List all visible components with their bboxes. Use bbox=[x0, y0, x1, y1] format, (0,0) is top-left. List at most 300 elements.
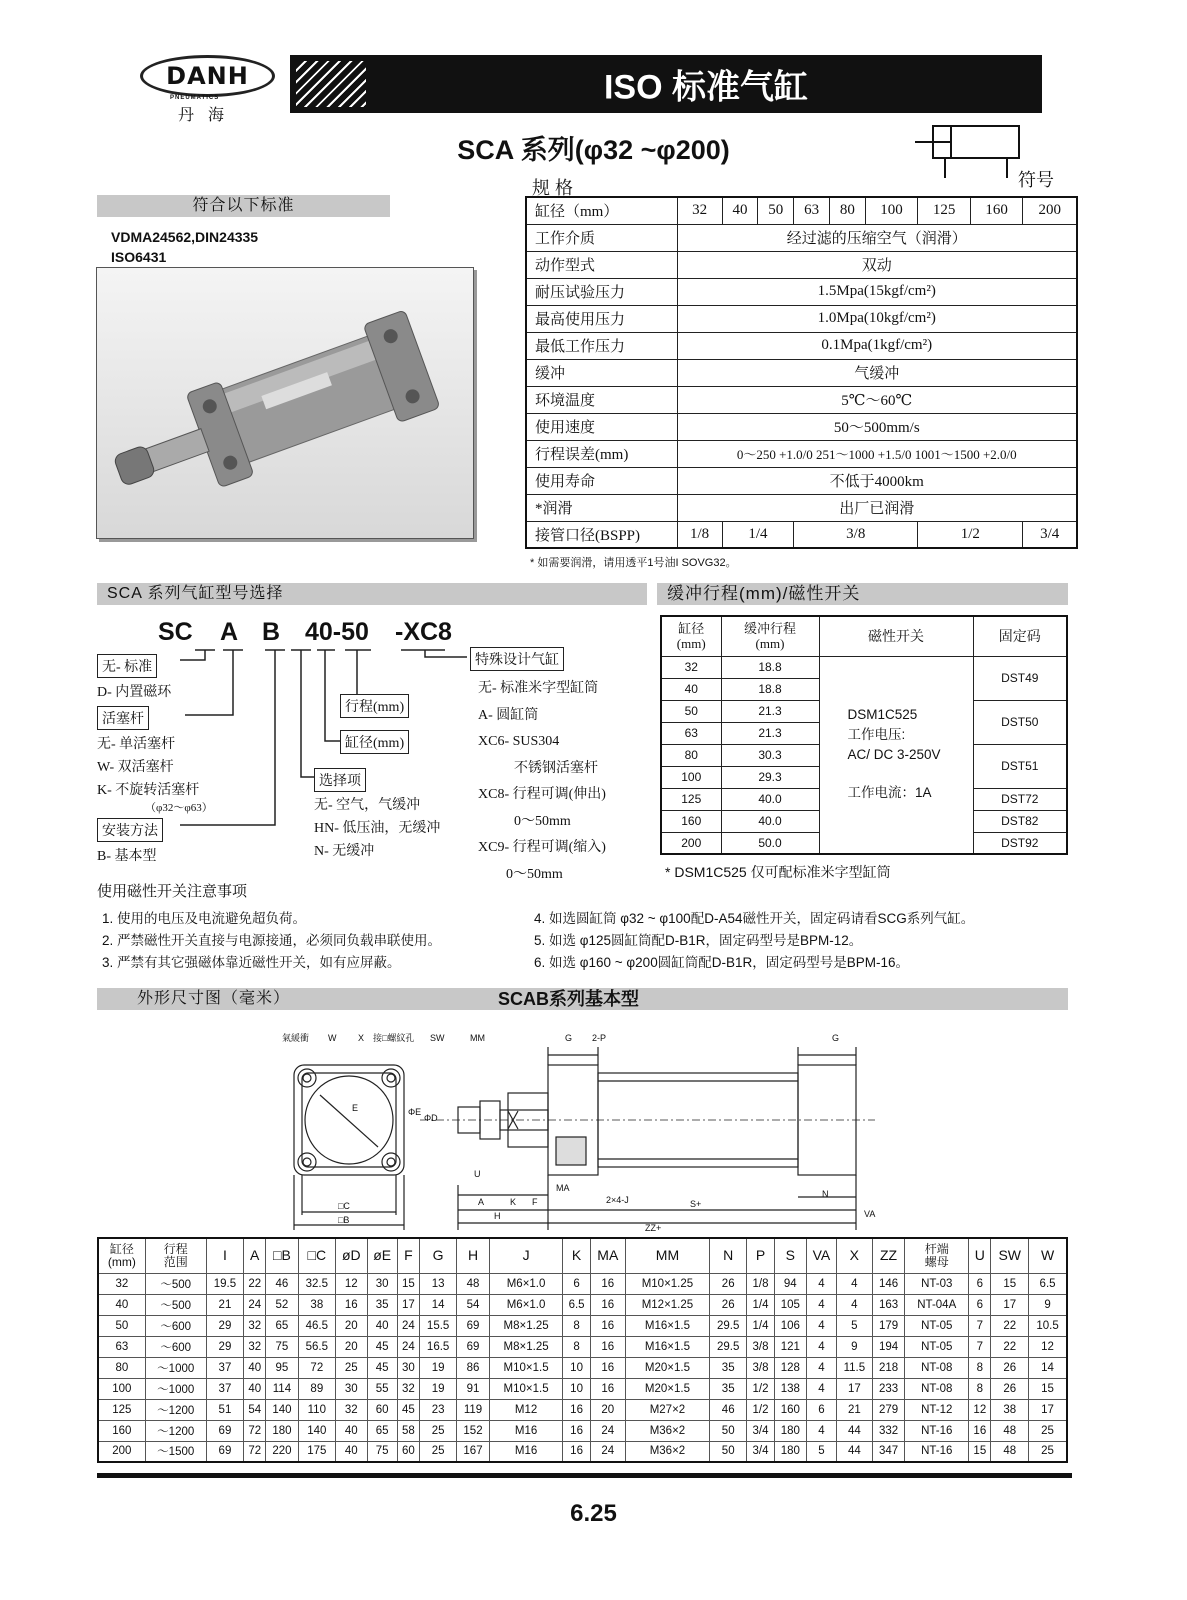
cushion-cell: 18.8 bbox=[721, 678, 819, 700]
dimension-cell: 26 bbox=[991, 1357, 1029, 1378]
dimension-cell: 160 bbox=[98, 1420, 145, 1441]
dimension-cell: 26 bbox=[991, 1378, 1029, 1399]
model-mount-group bbox=[97, 818, 163, 865]
dimension-cell: 8 bbox=[969, 1357, 991, 1378]
brand-logo-cn: 丹海 bbox=[178, 107, 239, 124]
drawing-label: 氣緩衝 bbox=[282, 1033, 310, 1043]
dimension-cell: 69 bbox=[206, 1420, 243, 1441]
switch-notes-left bbox=[102, 908, 441, 974]
model-special-line: 0～50mm bbox=[506, 866, 563, 882]
model-code-sc: SC bbox=[158, 618, 193, 646]
dimension-cell: 30 bbox=[397, 1357, 419, 1378]
dimension-cell: 16 bbox=[590, 1294, 625, 1315]
dimension-cell: 69 bbox=[457, 1315, 489, 1336]
dimension-cell: NT-08 bbox=[905, 1378, 969, 1399]
dimension-col-header: W bbox=[1029, 1238, 1067, 1273]
spec-row bbox=[526, 251, 1077, 278]
dimension-cell: 40 bbox=[336, 1441, 368, 1462]
dimension-cell: M12×1.25 bbox=[625, 1294, 709, 1315]
switch-note: 5. 如选 φ125圆缸筒配D-B1R，固定码型号是BPM-12。 bbox=[534, 933, 863, 948]
cushion-cell: 63 bbox=[661, 722, 721, 744]
model-option-line: 无- 空气，气缓冲 bbox=[314, 798, 421, 813]
switch-notes-right bbox=[534, 908, 974, 974]
dimension-cell: 23 bbox=[419, 1399, 456, 1420]
dimension-cell: 65 bbox=[266, 1315, 298, 1336]
spec-bore-label: 缸径（mm） bbox=[526, 197, 677, 224]
model-mount-line: B- 基本型 bbox=[97, 849, 157, 864]
cushion-cell: 160 bbox=[661, 810, 721, 832]
dimension-cell: 10.5 bbox=[1029, 1315, 1067, 1336]
dimension-cell: 30 bbox=[367, 1273, 397, 1294]
spec-label: 耐压试验压力 bbox=[526, 278, 677, 305]
dimension-cell: 5 bbox=[836, 1315, 872, 1336]
dimension-cell: 11.5 bbox=[836, 1357, 872, 1378]
model-code-bore-stroke: 40-50 bbox=[305, 618, 369, 646]
dimension-cell: 9 bbox=[1029, 1294, 1067, 1315]
cushion-col-header: 固定码 bbox=[973, 616, 1067, 656]
drawing-label: MM bbox=[470, 1033, 485, 1043]
spec-row bbox=[526, 359, 1077, 386]
spec-bore: 200 bbox=[1023, 197, 1077, 224]
dimension-col-header: øE bbox=[367, 1238, 397, 1273]
switch-notes-heading: 使用磁性开关注意事项 bbox=[97, 883, 248, 900]
drawing-label: □C bbox=[338, 1201, 350, 1211]
switch-line: 工作电压: bbox=[847, 726, 906, 742]
spec-bore: 80 bbox=[829, 197, 865, 224]
dimension-col-header: K bbox=[563, 1238, 590, 1273]
dimension-cell: 16 bbox=[590, 1315, 625, 1336]
dimension-cell: 218 bbox=[872, 1357, 904, 1378]
dimension-cell: 194 bbox=[872, 1336, 904, 1357]
cushion-cell: 29.3 bbox=[721, 766, 819, 788]
dimension-cell: 22 bbox=[991, 1336, 1029, 1357]
dimension-cell: 179 bbox=[872, 1315, 904, 1336]
dimension-cell: M16 bbox=[489, 1420, 563, 1441]
dimension-cell: 60 bbox=[397, 1441, 419, 1462]
dimension-cell: M8×1.25 bbox=[489, 1315, 563, 1336]
dimension-col-header: 行程 范围 bbox=[145, 1238, 206, 1273]
dimension-cell: ～1000 bbox=[145, 1357, 206, 1378]
spec-row bbox=[526, 224, 1077, 251]
dimension-cell: M36×2 bbox=[625, 1441, 709, 1462]
dimension-cell: 16 bbox=[969, 1420, 991, 1441]
dimension-cell: 1/4 bbox=[747, 1294, 774, 1315]
spec-label: 环境温度 bbox=[526, 386, 677, 413]
dimension-cell: ～500 bbox=[145, 1294, 206, 1315]
dimension-cell: 44 bbox=[836, 1441, 872, 1462]
dimension-cell: 19 bbox=[419, 1357, 456, 1378]
spec-label: 行程误差(mm) bbox=[526, 440, 677, 467]
dimension-cell: 6 bbox=[563, 1273, 590, 1294]
switch-line: AC/ DC 3-250V bbox=[847, 746, 941, 762]
dimension-cell: M12 bbox=[489, 1399, 563, 1420]
spec-value: 经过滤的压缩空气（润滑） bbox=[677, 224, 1077, 251]
dimension-cell: 46.5 bbox=[298, 1315, 335, 1336]
dimension-cell: 16 bbox=[590, 1336, 625, 1357]
dimension-cell: M6×1.0 bbox=[489, 1294, 563, 1315]
switch-line bbox=[848, 765, 973, 783]
dimension-cell: 15 bbox=[969, 1441, 991, 1462]
cushion-switch-cell bbox=[819, 656, 973, 854]
switch-note: 4. 如选圆缸筒 φ32 ~ φ100配D-A54磁性开关，固定码请看SCG系列气缸。 bbox=[534, 911, 975, 926]
drawing-label: N bbox=[822, 1189, 829, 1199]
dimension-cell: NT-12 bbox=[905, 1399, 969, 1420]
drawing-label: ΦD bbox=[424, 1113, 438, 1123]
dimension-cell: NT-04A bbox=[905, 1294, 969, 1315]
model-stroke-group bbox=[340, 694, 409, 718]
dimension-col-header: 缸径 (mm) bbox=[98, 1238, 145, 1273]
spec-port: 1/8 bbox=[677, 521, 722, 548]
spec-value: 出厂已润滑 bbox=[677, 494, 1077, 521]
dimension-cell: 8 bbox=[563, 1315, 590, 1336]
dimension-cell: 24 bbox=[397, 1336, 419, 1357]
dimension-col-header: VA bbox=[806, 1238, 836, 1273]
dimension-cell: ～1500 bbox=[145, 1441, 206, 1462]
drawing-label: MA bbox=[556, 1183, 570, 1193]
dimension-cell: 175 bbox=[298, 1441, 335, 1462]
dimension-cell: 3/4 bbox=[747, 1420, 774, 1441]
spec-label: *润滑 bbox=[526, 494, 677, 521]
dimension-cell: 40 bbox=[98, 1294, 145, 1315]
spec-value: 0～250 +1.0/0 251～1000 +1.5/0 1001～1500 +2.0/0 bbox=[677, 440, 1077, 467]
model-sensor-box: 无- 标准 bbox=[97, 654, 157, 678]
dimension-cell: 32 bbox=[397, 1378, 419, 1399]
spec-value: 50～500mm/s bbox=[677, 413, 1077, 440]
dimension-cell: 20 bbox=[590, 1399, 625, 1420]
dimension-cell: 72 bbox=[244, 1420, 266, 1441]
spec-value: 0.1Mpa(1kgf/cm²) bbox=[677, 332, 1077, 359]
cylinder-symbol-icon bbox=[915, 122, 1025, 182]
spec-label: 使用寿命 bbox=[526, 467, 677, 494]
dimension-cell: NT-16 bbox=[905, 1420, 969, 1441]
dimension-col-header: G bbox=[419, 1238, 456, 1273]
dimension-cell: 146 bbox=[872, 1273, 904, 1294]
dimension-cell: 69 bbox=[206, 1441, 243, 1462]
cushion-cell: 18.8 bbox=[721, 656, 819, 678]
cushion-code: DST51 bbox=[973, 744, 1067, 788]
dimension-col-header: H bbox=[457, 1238, 489, 1273]
model-special-group bbox=[470, 647, 564, 671]
dimension-cell: NT-05 bbox=[905, 1336, 969, 1357]
dimension-cell: 152 bbox=[457, 1420, 489, 1441]
model-code-special: -XC8 bbox=[395, 618, 452, 646]
dimension-cell: 46 bbox=[709, 1399, 746, 1420]
dimension-cell: 51 bbox=[206, 1399, 243, 1420]
spec-bore: 50 bbox=[758, 197, 794, 224]
spec-bore: 63 bbox=[794, 197, 830, 224]
model-mount-box: 安装方法 bbox=[97, 818, 163, 842]
dimension-cell: 29.5 bbox=[709, 1315, 746, 1336]
dimension-cell: ～1200 bbox=[145, 1399, 206, 1420]
dimension-cell: 4 bbox=[836, 1273, 872, 1294]
dimension-cell: M16×1.5 bbox=[625, 1315, 709, 1336]
drawing-label: 2-P bbox=[592, 1033, 607, 1043]
model-stroke-box: 行程(mm) bbox=[340, 694, 409, 718]
dimension-cell: 24 bbox=[590, 1441, 625, 1462]
dimension-cell: 140 bbox=[298, 1420, 335, 1441]
model-rod-line: K- 不旋转活塞杆 bbox=[97, 783, 200, 798]
dimension-cell: 21 bbox=[836, 1399, 872, 1420]
dimension-cell: 7 bbox=[969, 1315, 991, 1336]
dimension-cell: 1/8 bbox=[747, 1273, 774, 1294]
dimension-cell: 60 bbox=[367, 1399, 397, 1420]
dimension-cell: 29.5 bbox=[709, 1336, 746, 1357]
spec-label: 缓冲 bbox=[526, 359, 677, 386]
cushion-cell: 40.0 bbox=[721, 788, 819, 810]
dimension-cell: 65 bbox=[367, 1420, 397, 1441]
dimension-cell: 4 bbox=[806, 1294, 836, 1315]
dimension-cell: 9 bbox=[836, 1336, 872, 1357]
drawing-label: W bbox=[328, 1033, 337, 1043]
model-special-line: XC6- SUS304 bbox=[478, 734, 560, 749]
brand-logo: DANH bbox=[140, 55, 275, 97]
switch-note: 1. 使用的电压及电流避免超负荷。 bbox=[102, 911, 307, 926]
dimension-cell: M20×1.5 bbox=[625, 1357, 709, 1378]
dimension-cell: ～500 bbox=[145, 1273, 206, 1294]
dimension-cell: 6 bbox=[969, 1294, 991, 1315]
dimension-cell: 16 bbox=[563, 1420, 590, 1441]
dimension-cell: 200 bbox=[98, 1441, 145, 1462]
dimension-cell: NT-03 bbox=[905, 1273, 969, 1294]
title-bar bbox=[290, 55, 1042, 113]
dimension-cell: M8×1.25 bbox=[489, 1336, 563, 1357]
dimension-cell: 72 bbox=[298, 1357, 335, 1378]
dimension-col-header: F bbox=[397, 1238, 419, 1273]
drawing-label: SW bbox=[430, 1033, 445, 1043]
spec-table bbox=[525, 196, 1078, 549]
dimension-cell: 15 bbox=[397, 1273, 419, 1294]
spec-row bbox=[526, 413, 1077, 440]
dimension-cell: 163 bbox=[872, 1294, 904, 1315]
dimension-cell: ～600 bbox=[145, 1336, 206, 1357]
dimension-cell: 20 bbox=[336, 1336, 368, 1357]
drawing-label: VA bbox=[864, 1209, 876, 1219]
dimension-cell: 233 bbox=[872, 1378, 904, 1399]
model-special-line: 0～50mm bbox=[514, 813, 571, 829]
table-row bbox=[98, 1273, 1067, 1294]
dimension-cell: 25 bbox=[419, 1420, 456, 1441]
model-special-line: 无- 标准米字型缸筒 bbox=[478, 681, 599, 696]
dimension-col-header: ZZ bbox=[872, 1238, 904, 1273]
spec-row bbox=[526, 494, 1077, 521]
dimension-cell: 21 bbox=[206, 1294, 243, 1315]
dimension-cell: 38 bbox=[298, 1294, 335, 1315]
dimension-col-header: A bbox=[244, 1238, 266, 1273]
model-rod-line: 无- 单活塞杆 bbox=[97, 737, 176, 752]
dimension-cell: 3/8 bbox=[747, 1357, 774, 1378]
dimension-cell: 6.5 bbox=[563, 1294, 590, 1315]
page-title: ISO 标准气缸 bbox=[603, 68, 809, 107]
product-photo bbox=[96, 267, 474, 539]
table-row bbox=[98, 1294, 1067, 1315]
dimension-cell: 4 bbox=[806, 1273, 836, 1294]
dimension-cell: 75 bbox=[266, 1336, 298, 1357]
cushion-cell: 200 bbox=[661, 832, 721, 854]
drawing-label: K bbox=[510, 1197, 517, 1207]
dimension-cell: 16 bbox=[590, 1273, 625, 1294]
cushion-col-header: 缸径 (mm) bbox=[661, 616, 721, 656]
cushion-note: * DSM1C525 仅可配标准米字型缸筒 bbox=[665, 864, 891, 880]
dimension-cell: 40 bbox=[244, 1357, 266, 1378]
dimension-cell: 32.5 bbox=[298, 1273, 335, 1294]
dimension-cell: 48 bbox=[991, 1420, 1029, 1441]
cushion-code: DST82 bbox=[973, 810, 1067, 832]
standards-line1: VDMA24562,DIN24335 bbox=[111, 229, 259, 245]
dimension-cell: 25 bbox=[1029, 1420, 1067, 1441]
dimension-cell: 14 bbox=[1029, 1357, 1067, 1378]
dimension-cell: 20 bbox=[336, 1315, 368, 1336]
dimension-cell: 17 bbox=[836, 1378, 872, 1399]
cushion-header-row bbox=[661, 616, 1067, 656]
dimension-col-header: MM bbox=[625, 1238, 709, 1273]
model-code-a: A bbox=[220, 618, 239, 646]
drawing-label: 2×4-J bbox=[606, 1195, 629, 1205]
cushion-code: DST72 bbox=[973, 788, 1067, 810]
dimension-cell: M10×1.5 bbox=[489, 1357, 563, 1378]
dimension-col-header: □C bbox=[298, 1238, 335, 1273]
dimension-cell: 50 bbox=[709, 1420, 746, 1441]
spec-bore: 125 bbox=[918, 197, 971, 224]
dimension-cell: 128 bbox=[774, 1357, 806, 1378]
dimension-cell: 5 bbox=[806, 1441, 836, 1462]
model-bore-box: 缸径(mm) bbox=[340, 730, 409, 754]
model-sensor-text: D- 内置磁环 bbox=[97, 685, 172, 700]
dimension-cell: 12 bbox=[336, 1273, 368, 1294]
dimension-cell: ～1200 bbox=[145, 1420, 206, 1441]
drawing-label: 接□螺紋孔 bbox=[373, 1033, 415, 1043]
spec-label: 使用速度 bbox=[526, 413, 677, 440]
dimension-cell: 12 bbox=[1029, 1336, 1067, 1357]
spec-label: 工作介质 bbox=[526, 224, 677, 251]
dimension-cell: 3/8 bbox=[747, 1336, 774, 1357]
dimension-cell: 37 bbox=[206, 1378, 243, 1399]
dimension-cell: 26 bbox=[709, 1273, 746, 1294]
table-row bbox=[98, 1315, 1067, 1336]
spec-value: 5℃～60℃ bbox=[677, 386, 1077, 413]
dimension-cell: 16 bbox=[563, 1441, 590, 1462]
dimension-cell: 48 bbox=[991, 1441, 1029, 1462]
dimension-cell: 180 bbox=[774, 1441, 806, 1462]
dimension-col-header: MA bbox=[590, 1238, 625, 1273]
dimension-cell: 38 bbox=[991, 1399, 1029, 1420]
dimension-cell: 52 bbox=[266, 1294, 298, 1315]
model-rod-box: 活塞杆 bbox=[97, 706, 149, 730]
dimension-col-header: P bbox=[747, 1238, 774, 1273]
model-code-b: B bbox=[262, 618, 281, 646]
model-rod-line: W- 双活塞杆 bbox=[97, 760, 174, 775]
dimension-cell: M6×1.0 bbox=[489, 1273, 563, 1294]
dimension-col-header: 杆端 螺母 bbox=[905, 1238, 969, 1273]
dimension-cell: 17 bbox=[991, 1294, 1029, 1315]
model-option-line: HN- 低压油，无缓冲 bbox=[314, 821, 441, 836]
dimension-table bbox=[97, 1237, 1068, 1463]
model-special-lines bbox=[478, 676, 606, 888]
spec-row bbox=[526, 332, 1077, 359]
dimension-col-header: U bbox=[969, 1238, 991, 1273]
dimension-cell: 63 bbox=[98, 1336, 145, 1357]
dimension-cell: 160 bbox=[774, 1399, 806, 1420]
table-row bbox=[98, 1336, 1067, 1357]
cushion-col-header: 磁性开关 bbox=[819, 616, 973, 656]
brand-logo-sub: PNEUMATICS bbox=[170, 95, 220, 101]
spec-value: 不低于4000km bbox=[677, 467, 1077, 494]
dimension-cell: 32 bbox=[336, 1399, 368, 1420]
spec-row bbox=[526, 440, 1077, 467]
dimension-cell: 4 bbox=[806, 1315, 836, 1336]
dimension-cell: 4 bbox=[836, 1294, 872, 1315]
dimension-cell: 37 bbox=[206, 1357, 243, 1378]
drawing-label: H bbox=[494, 1211, 501, 1221]
dimension-cell: 26 bbox=[709, 1294, 746, 1315]
dimension-cell: 180 bbox=[774, 1420, 806, 1441]
page-number: 6.25 bbox=[570, 1500, 617, 1527]
switch-line: DSM1C525 bbox=[847, 706, 918, 722]
switch-note: 3. 严禁有其它强磁体靠近磁性开关，如有应屏蔽。 bbox=[102, 955, 401, 970]
dimension-cell: 16 bbox=[336, 1294, 368, 1315]
standards-heading: 符合以下标准 bbox=[97, 195, 390, 217]
model-option-line: N- 无缓冲 bbox=[314, 844, 375, 859]
dimension-cell: 40 bbox=[336, 1420, 368, 1441]
dimension-cell: 40 bbox=[367, 1315, 397, 1336]
dimension-cell: 40 bbox=[244, 1378, 266, 1399]
dimension-cell: 22 bbox=[991, 1315, 1029, 1336]
dimension-cell: 75 bbox=[367, 1441, 397, 1462]
dimension-cell: 22 bbox=[244, 1273, 266, 1294]
model-special-line: XC9- 行程可调(缩入) bbox=[478, 840, 606, 855]
dimension-cell: 19 bbox=[419, 1378, 456, 1399]
dimension-cell: 56.5 bbox=[298, 1336, 335, 1357]
dimension-cell: 125 bbox=[98, 1399, 145, 1420]
cushion-code: DST50 bbox=[973, 700, 1067, 744]
model-option-group bbox=[314, 768, 440, 860]
model-sensor-group bbox=[97, 654, 171, 701]
drawing-label: F bbox=[532, 1197, 538, 1207]
dimension-cell: 105 bbox=[774, 1294, 806, 1315]
dimension-cell: 140 bbox=[266, 1399, 298, 1420]
spec-value: 双动 bbox=[677, 251, 1077, 278]
dimension-cell: 6.5 bbox=[1029, 1273, 1067, 1294]
dimension-cell: 50 bbox=[709, 1441, 746, 1462]
dimension-cell: 114 bbox=[266, 1378, 298, 1399]
dimension-cell: 86 bbox=[457, 1357, 489, 1378]
spec-row bbox=[526, 278, 1077, 305]
cushion-cell: 50 bbox=[661, 700, 721, 722]
switch-note: 6. 如选 φ160 ~ φ200圆缸筒配D-B1R，固定码型号是BPM-16。 bbox=[534, 955, 909, 970]
dimension-cell: 29 bbox=[206, 1315, 243, 1336]
model-rod-group bbox=[97, 706, 213, 815]
dimension-cell: 45 bbox=[367, 1357, 397, 1378]
dimension-heading: 外形尺寸图（毫米） bbox=[137, 990, 291, 1007]
series-title: SCA 系列(φ32 ~φ200) bbox=[457, 135, 730, 165]
dimension-cell: 4 bbox=[806, 1357, 836, 1378]
cushion-code: DST92 bbox=[973, 832, 1067, 854]
spec-label: 动作型式 bbox=[526, 251, 677, 278]
drawing-label: G bbox=[832, 1033, 840, 1043]
cushion-table bbox=[660, 615, 1068, 855]
dimension-cell: M36×2 bbox=[625, 1420, 709, 1441]
dimension-cell: ～1000 bbox=[145, 1378, 206, 1399]
dimension-cell: NT-08 bbox=[905, 1357, 969, 1378]
dimension-cell: 54 bbox=[244, 1399, 266, 1420]
dimension-cell: 17 bbox=[397, 1294, 419, 1315]
dimension-col-header: J bbox=[489, 1238, 563, 1273]
model-heading: SCA 系列气缸型号选择 bbox=[97, 583, 647, 605]
spec-row bbox=[526, 386, 1077, 413]
drawing-label: G bbox=[565, 1033, 573, 1043]
drawing-label: ZZ+ bbox=[645, 1223, 662, 1233]
dimension-cell: 347 bbox=[872, 1441, 904, 1462]
table-row bbox=[98, 1357, 1067, 1378]
